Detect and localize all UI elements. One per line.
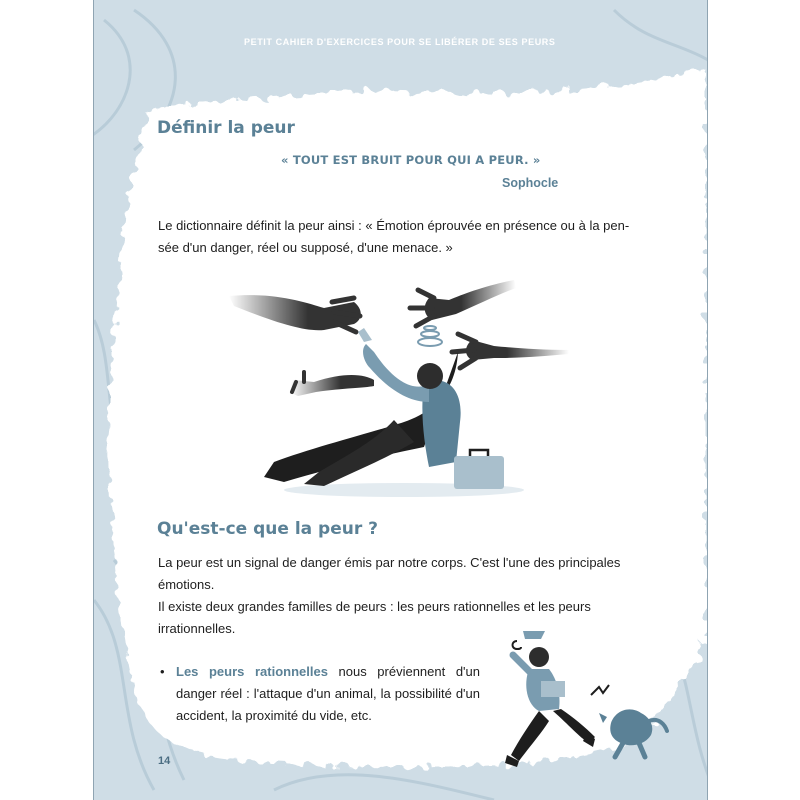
- signal-paragraph: [158, 552, 646, 596]
- bullet-dot: •: [160, 664, 165, 679]
- bullet-rational-fears: [160, 661, 480, 727]
- definition-line-2: sée d'un danger, réel ou supposé, d'une menace. »: [158, 240, 453, 255]
- running-header: PETIT CAHIER D'EXERCICES POUR SE LIBÉRER DE SES PEURS: [244, 37, 556, 47]
- definition-line-1: Le dictionnaire définit la peur ainsi : « Émotion éprouvée en présence ou à la pen-: [158, 218, 630, 233]
- man-surrounded-by-shadow-hands-icon: [224, 272, 584, 502]
- section-title-definir: Définir la peur: [157, 118, 295, 138]
- section-title-quest-ce: Qu'est-ce que la peur ?: [157, 519, 379, 539]
- definition-paragraph: [158, 215, 646, 259]
- page-number: 14: [158, 755, 171, 767]
- families-line-2: irrationnelles.: [158, 621, 236, 636]
- bullet-text: [176, 661, 480, 727]
- quote: « TOUT EST BRUIT POUR QUI A PEUR. »: [281, 153, 541, 167]
- quote-author: Sophocle: [502, 176, 559, 190]
- bullet-description: nous préviennent d'un danger réel : l'attaque d'un animal, la possibilité d'un accident, la proximité du vide, etc.: [176, 664, 480, 723]
- bullet-term: Les peurs rationnelles: [176, 664, 328, 679]
- man-chased-by-dog-icon: [499, 625, 669, 775]
- families-line-1: Il existe deux grandes familles de peurs : les peurs rationnelles et les peurs: [158, 599, 591, 614]
- signal-line-1: La peur est un signal de danger émis par notre corps. C'est l'une des principales: [158, 555, 621, 570]
- signal-line-2: émotions.: [158, 577, 215, 592]
- book-page: [93, 0, 708, 800]
